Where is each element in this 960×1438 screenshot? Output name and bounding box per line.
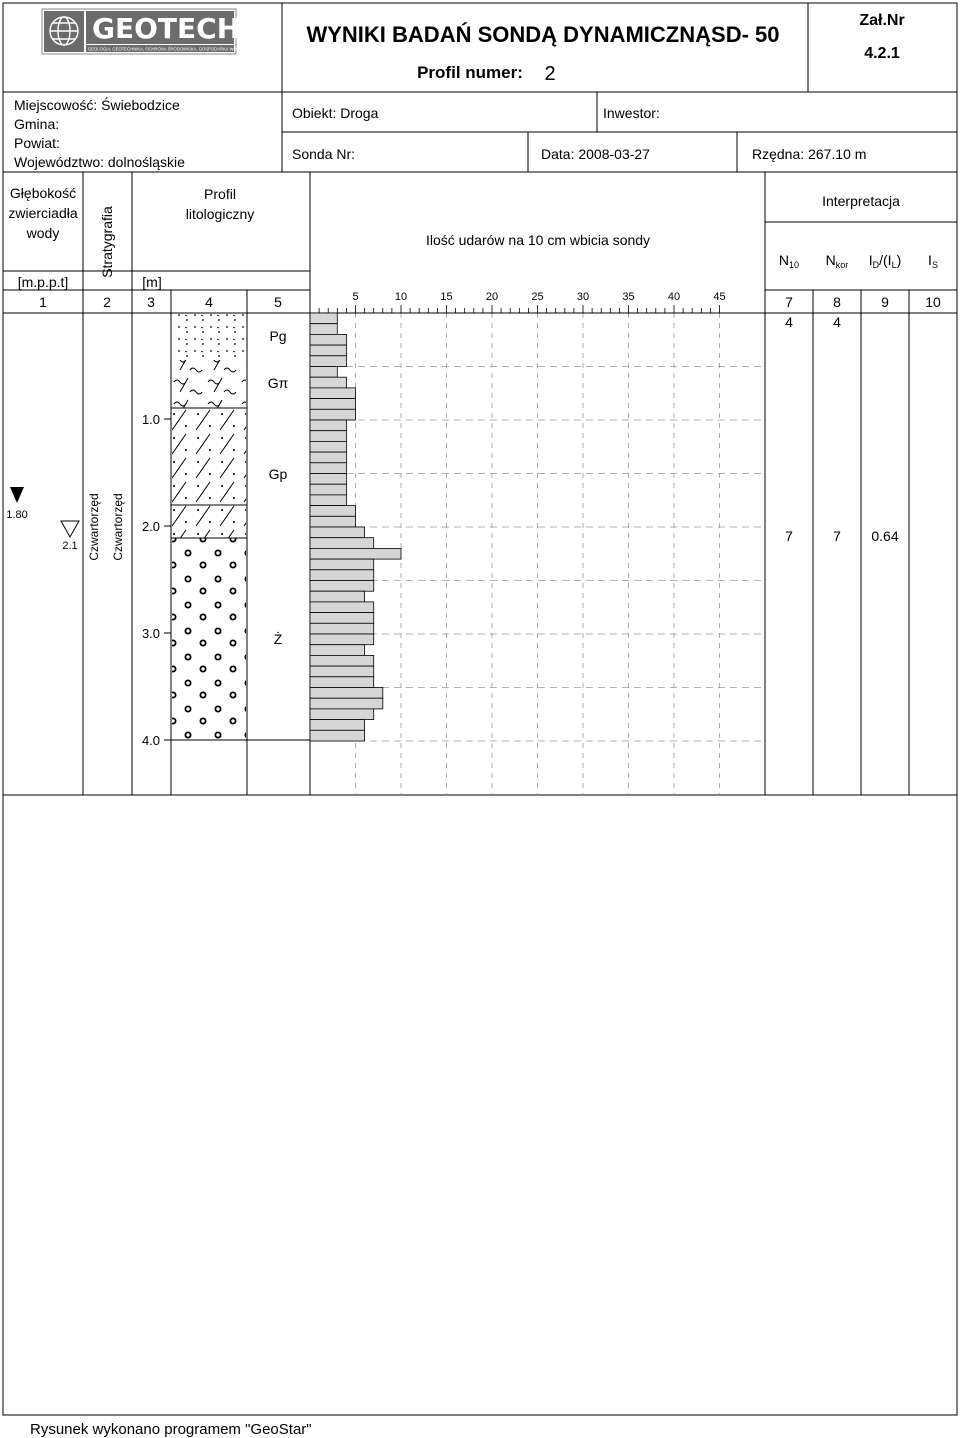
blow-count-bar [310, 613, 374, 624]
depth-tick-label: 3.0 [141, 626, 161, 641]
attachment-number: 4.2.1 [864, 45, 900, 62]
groundwater-stable-level: 2.1 [62, 540, 78, 552]
blow-count-bar [310, 399, 356, 410]
blow-count-bar [310, 548, 401, 559]
profile-number: 2 [544, 63, 556, 85]
location-county: Powiat: [14, 135, 60, 151]
column-number: 4 [205, 294, 213, 310]
location-voivodeship: Województwo: dolnośląskie [14, 154, 185, 170]
blow-count-bar [310, 388, 356, 399]
interp-nkor: 4 [833, 314, 841, 330]
x-tick-label: 5 [352, 291, 359, 303]
x-tick-label: 35 [622, 291, 635, 303]
blow-count-bar [310, 720, 365, 731]
page-title: WYNIKI BADAŃ SONDĄ DYNAMICZNĄSD- 50 [306, 22, 780, 47]
blow-count-bar [310, 495, 346, 506]
stratigraphy-label: Czwartorzęd [111, 493, 125, 561]
nkor-header: $N_{kor}$ [825, 252, 849, 270]
groundwater-first-icon [10, 487, 24, 503]
blow-count-bar [310, 591, 365, 602]
interp-n10: 4 [785, 314, 793, 330]
blow-count-bar [310, 688, 383, 699]
blow-count-bar [310, 709, 374, 720]
blows-header: Ilość udarów na 10 cm wbicia sondy [425, 232, 651, 248]
column-number: 10 [925, 294, 941, 310]
blow-count-bar [310, 538, 374, 549]
company-tagline: GEOLOGIA, GEOTECHNIKA, OCHRONA ŚRODOWISKA, GOSPODARKA WODNA [88, 46, 246, 52]
blow-count-bar [310, 409, 356, 420]
interp-nkor: 7 [833, 528, 841, 544]
attachment-label: Zał.Nr [859, 12, 905, 29]
geotech-logo [42, 9, 246, 54]
depth-unit: [m] [142, 274, 162, 290]
blow-count-bar [310, 730, 365, 741]
blow-count-bar [310, 356, 346, 367]
blow-count-bar [310, 655, 374, 666]
soil-fill-gp [172, 408, 246, 538]
depth-tick-label: 4.0 [141, 733, 161, 748]
water-depth-header-3: wody [26, 225, 60, 241]
n10-header: $N_{10}$ [778, 252, 800, 270]
x-tick-label: 45 [713, 291, 726, 303]
interp-density-index: 0.64 [871, 528, 899, 544]
water-depth-header-2: zwierciadła [8, 205, 78, 221]
blow-count-bar [310, 345, 346, 356]
column-number: 1 [39, 294, 47, 310]
blow-count-bar [310, 420, 346, 431]
blow-count-bar [310, 367, 337, 378]
soil-fill-z [172, 538, 246, 740]
project-object: Obiekt: Droga [292, 105, 379, 121]
blow-count-bar [310, 516, 356, 527]
blow-count-bar [310, 377, 346, 388]
soil-label-z: Ż [273, 631, 283, 647]
x-tick-label: 25 [531, 291, 544, 303]
column-number: 5 [274, 294, 282, 310]
profile-number-label: Profil numer: [417, 63, 523, 82]
column-number: 2 [103, 294, 111, 310]
column-number: 9 [881, 294, 889, 310]
blow-count-bar [310, 645, 365, 656]
depth-tick-label: 2.0 [141, 519, 161, 534]
blow-count-bar [310, 666, 374, 677]
blow-count-bar [310, 313, 337, 324]
blow-count-bar [310, 581, 374, 592]
blow-count-bar [310, 623, 374, 634]
soil-fill-gpi [172, 360, 246, 408]
profile-header-1: Profil [204, 186, 236, 202]
chart-axis-ticks [310, 291, 765, 313]
blow-count-bar [310, 431, 346, 442]
column-number: 8 [833, 294, 841, 310]
soil-label-gp: Gp [268, 466, 288, 482]
probe-number: Sonda Nr: [292, 146, 356, 162]
column-number: 3 [147, 294, 155, 310]
density-index-header: $I_D/(I_L)$ [868, 252, 902, 270]
blow-count-bar [310, 324, 337, 335]
column-grid [3, 172, 957, 795]
interpretation-header: Interpretacja [822, 193, 900, 209]
blow-count-bar [310, 484, 346, 495]
profile-header-2: litologiczny [185, 206, 255, 222]
footer-note: Rysunek wykonano programem "GeoStar" [30, 1421, 312, 1438]
lithology-column [171, 313, 247, 740]
stratigraphy-header: Stratygrafia [99, 206, 115, 278]
groundwater-stable-icon [61, 521, 79, 537]
x-tick-label: 30 [576, 291, 590, 303]
elevation: Rzędna: 267.10 m [752, 146, 867, 162]
blow-count-bar [310, 506, 356, 517]
groundwater-first-level: 1.80 [6, 509, 28, 521]
blow-count-bar [310, 452, 346, 463]
blow-count-bar [310, 677, 374, 688]
blow-count-bar [310, 334, 346, 345]
soil-fill-pg [172, 313, 246, 360]
blow-count-bar [310, 441, 346, 452]
blow-count-bar [310, 570, 374, 581]
company-name: GEOTECH [92, 12, 241, 45]
blow-count-bar [310, 602, 374, 613]
location-town: Miejscowość: Świebodzice [14, 97, 180, 113]
stratigraphy-label: Czwartorzęd [87, 493, 101, 561]
blow-count-bar [310, 474, 346, 485]
blow-count-bar [310, 634, 374, 645]
depth-scale [164, 419, 171, 740]
depth-tick-label: 1.0 [141, 412, 161, 427]
soil-label-gpi: Gπ [267, 375, 289, 391]
interp-n10: 7 [785, 528, 793, 544]
water-depth-unit: [m.p.p.t] [17, 274, 69, 290]
x-tick-label: 15 [440, 291, 453, 303]
survey-date: Data: 2008-03-27 [541, 146, 650, 162]
column-number: 7 [785, 294, 793, 310]
location-commune: Gmina: [14, 116, 60, 132]
is-header: $I_S$ [928, 252, 938, 270]
soil-label-pg: Pg [269, 328, 287, 344]
water-depth-header-1: Głębokość [9, 185, 77, 201]
project-investor: Inwestor: [603, 105, 660, 121]
x-tick-label: 10 [394, 291, 408, 303]
x-tick-label: 40 [667, 291, 681, 303]
blow-count-bar [310, 559, 374, 570]
blow-count-bar [310, 527, 365, 538]
sheet-frame [3, 3, 957, 1415]
blow-count-bar [310, 698, 383, 709]
x-tick-label: 20 [485, 291, 499, 303]
blow-count-bar [310, 463, 346, 474]
